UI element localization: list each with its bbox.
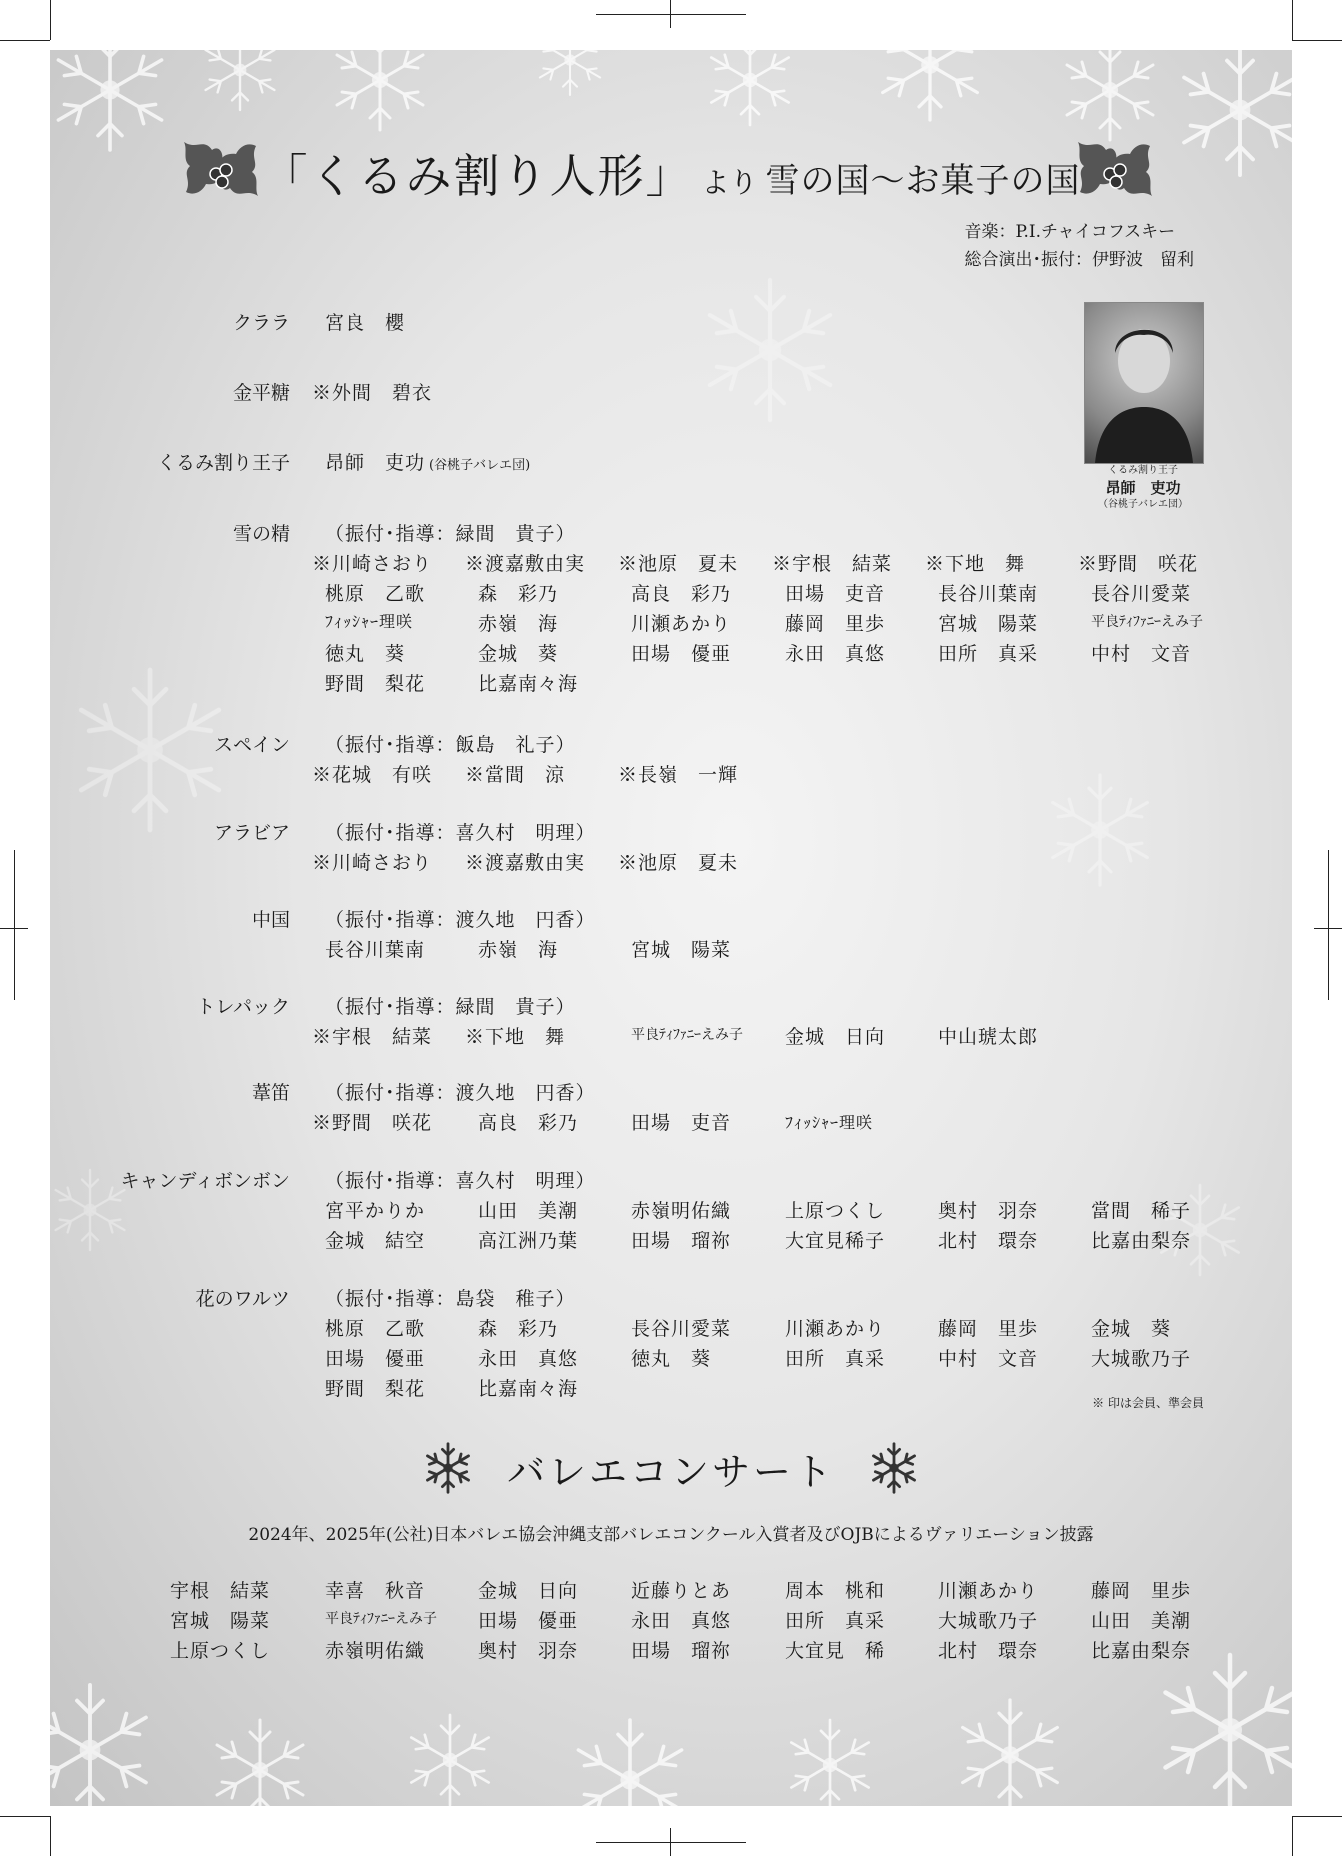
title-main: 「くるみ割り人形」 <box>261 149 694 203</box>
cast-name: ※當間 涼 <box>465 764 566 786</box>
concert-name: 金城 日向 <box>478 1580 579 1602</box>
cast-name: 赤嶺明佑織 <box>631 1200 732 1222</box>
title-yori: より <box>701 166 758 199</box>
concert-name: 上原つくし <box>170 1640 271 1662</box>
role-label: 中国 <box>251 909 290 931</box>
cast-name: 桃原 乙歌 <box>325 1318 426 1340</box>
choreographer: （振付･指導：緑間 貴子） <box>325 996 576 1018</box>
role-label: 葦笛 <box>251 1082 290 1104</box>
cast-name: ﾌｨｯｼｬｰ理咲 <box>325 612 414 631</box>
crop-mark <box>670 1828 671 1856</box>
cast-name: ※川崎さおり <box>312 553 433 575</box>
cast-name: 長谷川葉南 <box>325 939 426 961</box>
cast-name: 桃原 乙歌 <box>325 583 426 605</box>
cast-name: 長谷川葉南 <box>938 583 1039 605</box>
cast-name: 比嘉由梨奈 <box>1091 1230 1192 1252</box>
role-label: スペイン <box>213 734 290 756</box>
cast-name: 高江洲乃葉 <box>478 1230 579 1252</box>
role-label: アラビア <box>213 822 290 844</box>
cast-name: 川瀬あかり <box>785 1318 886 1340</box>
cast-name: ※池原 夏未 <box>618 852 739 874</box>
crop-mark <box>50 1816 51 1856</box>
cast-name: ※外間 碧衣 <box>312 382 433 404</box>
cast-name: 平良ﾃｨﾌｧﾆｰえみ子 <box>631 1027 743 1043</box>
choreographer: （振付･指導：島袋 稚子） <box>325 1288 576 1310</box>
cast-name: 赤嶺 海 <box>478 613 559 635</box>
cast-name: 田所 真采 <box>785 1348 886 1370</box>
role-label: 金平糖 <box>232 382 290 404</box>
cast-name: ※下地 舞 <box>465 1026 566 1048</box>
crop-mark <box>670 0 671 28</box>
cast-name: 長谷川愛菜 <box>631 1318 732 1340</box>
portrait-silhouette <box>1085 303 1203 463</box>
cast-name: 田場 瑠祢 <box>631 1230 732 1252</box>
cast-name: 長谷川愛菜 <box>1091 583 1192 605</box>
concert-name: 田所 真采 <box>785 1610 886 1632</box>
cast-name: 中村 文音 <box>1091 643 1192 665</box>
crop-mark <box>596 14 746 15</box>
cast-name: 徳丸 葵 <box>631 1348 712 1370</box>
cast-name: 宮城 陽菜 <box>631 939 732 961</box>
cast-name: 森 彩乃 <box>478 1318 559 1340</box>
cast-name: 野間 梨花 <box>325 1378 426 1400</box>
cast-name: 中山琥太郎 <box>938 1026 1039 1048</box>
choreographer: （振付･指導：渡久地 円香） <box>325 909 596 931</box>
crop-mark <box>0 1816 50 1817</box>
music-credit: 音楽：P.I.チャイコフスキー <box>964 222 1176 242</box>
concert-name: 北村 環奈 <box>938 1640 1039 1662</box>
member-note: ※ 印は会員、準会員 <box>1092 1396 1204 1410</box>
role-label: クララ <box>232 312 290 334</box>
cast-name: 徳丸 葵 <box>325 643 406 665</box>
role-label: 花のワルツ <box>195 1288 290 1310</box>
concert-name: 奥村 羽奈 <box>478 1640 579 1662</box>
role-label: トレパック <box>196 996 290 1018</box>
cast-name: 金城 葵 <box>478 643 559 665</box>
cast-name: 平良ﾃｨﾌｧﾆｰえみ子 <box>1091 614 1203 630</box>
crop-mark <box>596 1842 746 1843</box>
cast-name: ※下地 舞 <box>925 553 1026 575</box>
credits <box>965 218 1195 274</box>
snowflake-left-icon <box>420 1440 476 1496</box>
snowflake-right-icon <box>866 1440 922 1496</box>
cast-name: ※宇根 結菜 <box>312 1026 433 1048</box>
prince-affiliation: (谷桃子バレエ団) <box>429 458 531 473</box>
concert-name: 宮城 陽菜 <box>170 1610 271 1632</box>
cast-name: 森 彩乃 <box>478 583 559 605</box>
cast-name: 金城 日向 <box>785 1026 886 1048</box>
crop-mark <box>14 850 15 1000</box>
cast-name: 田場 優亜 <box>631 643 732 665</box>
cast-name: ※宇根 結菜 <box>772 553 893 575</box>
concert-name: 周本 桃和 <box>785 1580 886 1602</box>
photo-caption <box>1060 464 1226 512</box>
crop-mark <box>1292 40 1342 41</box>
crop-mark <box>1328 850 1329 1000</box>
cast-name: ※野間 咲花 <box>312 1112 433 1134</box>
cast-name: 比嘉南々海 <box>478 1378 579 1400</box>
concert-name: 幸喜 秋音 <box>325 1580 426 1602</box>
concert-name: 山田 美潮 <box>1091 1610 1192 1632</box>
cast-name: 赤嶺 海 <box>478 939 559 961</box>
cast-name: 野間 梨花 <box>325 673 426 695</box>
crop-mark <box>1292 1816 1342 1817</box>
prince-name: 昂師 吏功 <box>325 452 426 474</box>
cast-name: ※長嶺 一輝 <box>618 764 739 786</box>
concert-name: 近藤りとあ <box>631 1580 732 1602</box>
cast-name: 奥村 羽奈 <box>938 1200 1039 1222</box>
cast-name: 田場 優亜 <box>325 1348 426 1370</box>
cast-name: 田場 吏音 <box>631 1112 732 1134</box>
concert-name: 大宜見 稀 <box>785 1640 886 1662</box>
cast-name: ※渡嘉敷由実 <box>465 553 586 575</box>
cast-name: 北村 環奈 <box>938 1230 1039 1252</box>
cast-name: 大城歌乃子 <box>1091 1348 1192 1370</box>
choreographer: （振付･指導：喜久村 明理） <box>325 1170 596 1192</box>
cast-name: 宮良 櫻 <box>325 312 406 334</box>
cast-name <box>325 448 530 475</box>
cast-name: 高良 彩乃 <box>478 1112 579 1134</box>
concert-title-text: バレエコンサート <box>506 1449 835 1494</box>
crop-mark <box>1292 1816 1293 1856</box>
cast-name: 藤岡 里歩 <box>785 613 886 635</box>
concert-name: 赤嶺明佑織 <box>325 1640 426 1662</box>
choreographer: （振付･指導：喜久村 明理） <box>325 822 596 844</box>
cast-name: 比嘉南々海 <box>478 673 579 695</box>
caption-name: 昂師 吏功 <box>1105 479 1181 497</box>
crop-mark <box>1292 0 1293 40</box>
cast-name: 當間 稀子 <box>1091 1200 1192 1222</box>
crop-mark <box>0 40 50 41</box>
concert-name: 平良ﾃｨﾌｧﾆｰえみ子 <box>325 1611 437 1627</box>
cast-name: ﾌｨｯｼｬｰ理咲 <box>785 1113 874 1132</box>
cast-name: 永田 真悠 <box>478 1348 579 1370</box>
cast-name: 金城 結空 <box>325 1230 426 1252</box>
cast-name: 田所 真采 <box>938 643 1039 665</box>
cast-name: 永田 真悠 <box>785 643 886 665</box>
cast-name: ※川崎さおり <box>312 852 433 874</box>
choreographer: （振付･指導：渡久地 円香） <box>325 1082 596 1104</box>
choreographer: （振付･指導：緑間 貴子） <box>325 523 576 545</box>
concert-name: 藤岡 里歩 <box>1091 1580 1192 1602</box>
direction-credit: 総合演出･振付：伊野波 留利 <box>964 250 1194 270</box>
title-sub: 雪の国〜お菓子の国 <box>765 161 1081 201</box>
concert-name: 宇根 結菜 <box>170 1580 271 1602</box>
cast-name: 中村 文音 <box>938 1348 1039 1370</box>
concert-name: 永田 真悠 <box>631 1610 732 1632</box>
page-title <box>0 140 1342 206</box>
caption-affiliation: （谷桃子バレエ団） <box>1098 499 1188 510</box>
role-label: 雪の精 <box>232 523 290 545</box>
concert-name: 川瀬あかり <box>938 1580 1039 1602</box>
role-label: キャンディボンボン <box>120 1170 290 1192</box>
concert-name: 田場 優亜 <box>478 1610 579 1632</box>
cast-name: 川瀬あかり <box>631 613 732 635</box>
cast-name: ※池原 夏未 <box>618 553 739 575</box>
crop-mark <box>50 0 51 40</box>
cast-name: ※野間 咲花 <box>1078 553 1199 575</box>
concert-name: 大城歌乃子 <box>938 1610 1039 1632</box>
cast-name: 宮平かりか <box>325 1200 426 1222</box>
caption-role: くるみ割り王子 <box>1108 465 1178 476</box>
cast-name: 宮城 陽菜 <box>938 613 1039 635</box>
cast-name: 山田 美潮 <box>478 1200 579 1222</box>
choreographer: （振付･指導：飯島 礼子） <box>325 734 576 756</box>
role-label: くるみ割り王子 <box>156 452 290 474</box>
concert-subtitle: 2024年、2025年(公社)日本バレエ協会沖縄支部バレエコンクール入賞者及びOJBによるヴァリエーション披露 <box>248 1525 1094 1545</box>
cast-name: 金城 葵 <box>1091 1318 1172 1340</box>
cast-name: ※渡嘉敷由実 <box>465 852 586 874</box>
cast-name: 上原つくし <box>785 1200 886 1222</box>
cast-name: ※花城 有咲 <box>312 764 433 786</box>
concert-name: 比嘉由梨奈 <box>1091 1640 1192 1662</box>
cast-name: 藤岡 里歩 <box>938 1318 1039 1340</box>
cast-name: 田場 吏音 <box>785 583 886 605</box>
cast-name: 高良 彩乃 <box>631 583 732 605</box>
concert-name: 田場 瑠祢 <box>631 1640 732 1662</box>
cast-name: 大宜見稀子 <box>785 1230 886 1252</box>
concert-title <box>0 1440 1342 1496</box>
prince-portrait-photo <box>1084 302 1204 464</box>
